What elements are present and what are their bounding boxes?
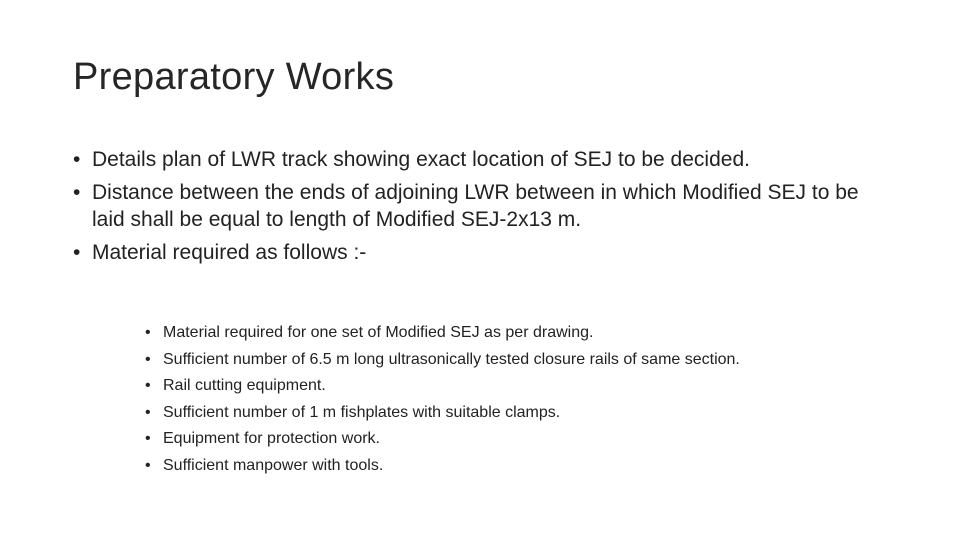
bullet-list (73, 146, 893, 272)
sub-bullet-text: Sufficient number of 6.5 m long ultrasonically tested closure rails of same section. (163, 350, 740, 368)
sub-bullet-item (145, 400, 885, 427)
bullet-dot-icon: • (145, 403, 151, 421)
bullet-text: Details plan of LWR track showing exact location of SEJ to be decided. (92, 148, 750, 171)
sub-bullet-text: Sufficient number of 1 m fishplates with suitable clamps. (163, 403, 561, 421)
bullet-dot-icon: • (73, 148, 81, 171)
bullet-dot-icon: • (73, 241, 81, 264)
bullet-dot-icon: • (145, 377, 151, 395)
bullet-text: Material required as follows :- (92, 241, 367, 264)
sub-bullet-item (145, 373, 885, 400)
bullet-dot-icon: • (73, 181, 81, 204)
bullet-item (73, 239, 893, 266)
sub-bullet-text: Equipment for protection work. (163, 430, 380, 448)
bullet-text: Distance between the ends of adjoining LWR between in which Modified SEJ to be laid shall be equal to length of Modified SEJ-2x13 m. (92, 181, 859, 231)
bullet-dot-icon: • (145, 430, 151, 448)
bullet-dot-icon: • (145, 324, 151, 341)
bullet-dot-icon: • (145, 350, 151, 368)
sub-bullet-item (145, 426, 885, 453)
sub-bullet-text: Sufficient manpower with tools. (163, 456, 384, 474)
slide-title: Preparatory Works (73, 56, 395, 98)
sub-bullet-item (145, 320, 885, 347)
sub-bullet-text: Rail cutting equipment. (163, 377, 326, 395)
sub-bullet-list (145, 320, 885, 480)
sub-bullet-item (145, 453, 885, 480)
bullet-item (73, 179, 893, 233)
sub-bullet-text: Material required for one set of Modified SEJ as per drawing. (163, 324, 594, 341)
sub-bullet-item (145, 347, 885, 374)
bullet-item (73, 146, 893, 173)
bullet-dot-icon: • (145, 456, 151, 474)
